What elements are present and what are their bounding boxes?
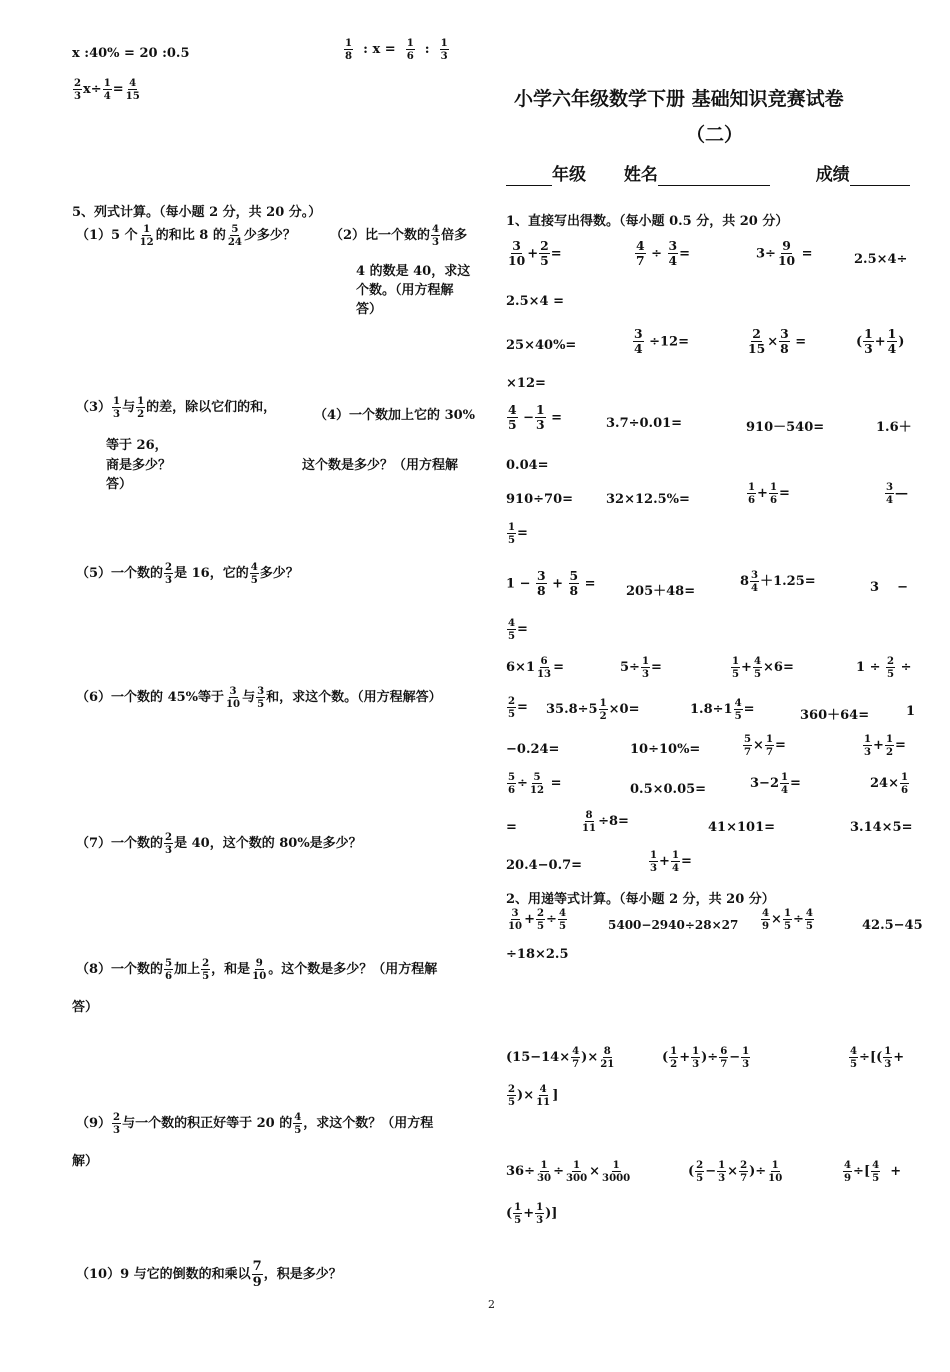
s1-item: $\frac{4}{5}$ =	[508, 617, 528, 643]
name-blank[interactable]	[658, 165, 770, 186]
s1-item: 24× $\frac{1}{6}$	[870, 771, 909, 797]
s1-item: 6×1 $\frac{6}{13}$ =	[506, 655, 564, 681]
s1-item: $\frac{3}{4}$ —	[886, 481, 909, 507]
s1-item: 0.04=	[506, 458, 549, 473]
s1-item: 1 ÷ $\frac{2}{5}$ ÷	[856, 655, 912, 681]
section2-title: 2、用递等式计算。（每小题 2 分，共 20 分）	[506, 892, 775, 907]
s1-item: $\frac{1}{5}$ + $\frac{4}{5}$ ×6=	[732, 655, 794, 681]
section5-title: 5、列式计算。（每小题 2 分，共 20 分。）	[72, 205, 322, 220]
question-8: （8）一个数的 $\frac{5}{6}$ 加上 $\frac{2}{5}$ ，和是 $\frac{9}{10}$ 。这个数是多少？（用方程解	[76, 957, 438, 983]
s1-item: 32×12.5%=	[606, 492, 690, 507]
question-2-line2: 4 的数是 40，求这	[356, 264, 471, 279]
question-1: （1）5 个 $\frac{1}{12}$ 的和比 8 的 $\frac{5}{24}$ 少多少？	[76, 223, 296, 249]
s1-item: 2.5×4 =	[506, 294, 564, 309]
s1-item: 2.5×4÷	[854, 252, 908, 267]
s2-item: $\frac{2}{5}$ )× $\frac{4}{11}$ ]	[508, 1083, 559, 1109]
equation-2: $\frac{1}{8}$ : x = $\frac{1}{6}$ : $\frac{1}{3}$	[345, 37, 448, 63]
s1-item: $\frac{4}{7}$ ÷ $\frac{3}{4}$ =	[636, 238, 691, 269]
s1-item: 25×40%=	[506, 338, 577, 353]
s1-item: $\frac{3}{10}$ + $\frac{2}{5}$ =	[508, 238, 562, 269]
s1-item: 360＋64=	[800, 708, 870, 723]
question-9: （9） $\frac{2}{3}$ 与一个数的积正好等于 20 的 $\frac{4}{5}$ ，求这个数？（用方程	[76, 1111, 434, 1137]
grade-blank[interactable]	[506, 165, 552, 186]
header-fields: 年级 姓名 成绩	[506, 160, 910, 186]
s1-item: 205＋48=	[626, 584, 696, 599]
question-3-line2: 等于 26，	[106, 438, 168, 453]
s2-item: (15−14× $\frac{4}{7}$ )× $\frac{8}{21}$	[506, 1045, 615, 1071]
s1-item: =	[506, 820, 517, 835]
question-8-line2: 答）	[72, 1000, 99, 1015]
question-5: （5）一个数的 $\frac{2}{3}$ 是 16，它的 $\frac{4}{5}$ 多少？	[76, 561, 299, 587]
s1-item: 3.7÷0.01=	[606, 416, 683, 431]
s1-item: 41×101=	[708, 820, 776, 835]
equation-1: x :40% = 20 :0.5	[72, 46, 190, 61]
s2-item: $\frac{3}{10}$ + $\frac{2}{5}$ ÷ $\frac{4}{5}$	[508, 907, 566, 933]
s1-item: 3−2 $\frac{1}{4}$ =	[750, 771, 801, 797]
s1-item: $\frac{1}{5}$ =	[508, 521, 528, 547]
s1-item: 910÷70=	[506, 492, 574, 507]
s2-item: $\frac{4}{9}$ ÷[ $\frac{4}{5}$ +	[844, 1159, 902, 1185]
s1-item: 3÷ $\frac{9}{10}$ =	[756, 238, 813, 269]
s1-item: 1.8÷1 $\frac{4}{5}$ =	[690, 697, 755, 723]
s1-item: $\frac{5}{6}$ ÷ $\frac{5}{12}$ =	[508, 771, 562, 797]
page-subtitle: （二）	[686, 124, 744, 146]
s1-item: $\frac{5}{7}$ × $\frac{1}{7}$ =	[744, 733, 786, 759]
question-7: （7）一个数的 $\frac{2}{3}$ 是 40，这个数的 80%是多少？	[76, 831, 362, 857]
s1-item: 1 − $\frac{3}{8}$ + $\frac{5}{8}$ =	[506, 568, 596, 599]
s1-item: 910－540=	[746, 420, 825, 435]
s1-item: 8 $\frac{3}{4}$ ＋1.25=	[740, 569, 816, 595]
s2-item: $\frac{4}{5}$ ÷[( $\frac{1}{3}$ +	[850, 1045, 905, 1071]
question-2-line4: 答）	[356, 302, 383, 317]
s1-item: 1.6＋	[876, 420, 912, 435]
score-blank[interactable]	[850, 165, 910, 186]
s1-item: $\frac{1}{3}$ + $\frac{1}{4}$ =	[650, 849, 692, 875]
s1-item: 20.4−0.7=	[506, 858, 583, 873]
s1-item: $\frac{2}{5}$ =	[508, 695, 528, 721]
s1-item: $\frac{8}{11}$ ÷8=	[582, 809, 629, 835]
question-4-line2: 这个数是多少？（用方程解	[302, 458, 459, 473]
s1-item: $\frac{1}{3}$ + $\frac{1}{2}$ =	[864, 733, 906, 759]
s1-item: −0.24=	[506, 742, 560, 757]
s1-item: $\frac{3}{4}$ ÷12=	[634, 326, 689, 357]
question-9-line2: 解）	[72, 1154, 99, 1169]
question-4: （4）一个数加上它的 30%	[314, 408, 476, 423]
s2-item: 5400−2940÷28×27	[608, 918, 739, 932]
s2-item: 42.5−45	[862, 918, 923, 933]
s1-item: ( $\frac{1}{3}$ + $\frac{1}{4}$ )	[856, 326, 905, 357]
s1-item: 3.14×5=	[850, 820, 913, 835]
s2-item: 36÷ $\frac{1}{30}$ ÷ $\frac{1}{300}$ × $\frac{1}{3000}$	[506, 1159, 631, 1185]
s2-item: ( $\frac{1}{2}$ + $\frac{1}{3}$ )÷ $\frac{6}{7}$ − $\frac{1}{3}$	[662, 1045, 750, 1071]
s1-item: 3 −	[870, 580, 909, 595]
s1-item: ×12=	[506, 376, 546, 391]
question-10: （10）9 与它的倒数的和乘以 $\frac{7}{9}$ ，积是多少？	[76, 1259, 342, 1290]
s1-item: 0.5×0.05=	[630, 782, 707, 797]
s1-item: 5÷ $\frac{1}{3}$ =	[620, 655, 662, 681]
question-3: （3） $\frac{1}{3}$ 与 $\frac{1}{2}$ 的差，除以它们的和，	[76, 395, 277, 421]
s2-item: ÷18×2.5	[506, 947, 569, 962]
question-3-line3: 商是多少？	[106, 458, 172, 473]
s2-item: ( $\frac{2}{5}$ − $\frac{1}{3}$ × $\frac{2}{7}$ )÷ $\frac{1}{10}$	[688, 1159, 783, 1185]
s1-item: 35.8÷5 $\frac{1}{2}$ ×0=	[546, 697, 640, 723]
question-2-line3: 个数。（用方程解	[356, 283, 454, 298]
s2-item: ( $\frac{1}{5}$ + $\frac{1}{3}$ )]	[506, 1201, 558, 1227]
question-6: （6）一个数的 45%等于 $\frac{3}{10}$ 与 $\frac{3}{5}$ 和，求这个数。（用方程解答）	[76, 685, 442, 711]
equation-3: $\frac{2}{3}$ x÷ $\frac{1}{4}$ = $\frac{4}{15}$	[74, 77, 140, 103]
question-4-line3: 答）	[106, 477, 133, 492]
s2-item: $\frac{4}{9}$ × $\frac{1}{5}$ ÷ $\frac{4}{5}$	[762, 907, 813, 933]
section1-title: 1、直接写出得数。（每小题 0.5 分，共 20 分）	[506, 214, 789, 229]
s1-item: 1	[906, 704, 916, 719]
page-title: 小学六年级数学下册 基础知识竞赛试卷	[514, 88, 844, 110]
s1-item: $\frac{4}{5}$ − $\frac{1}{3}$ =	[508, 402, 563, 433]
s1-item: $\frac{2}{15}$ × $\frac{3}{8}$ =	[748, 326, 807, 357]
page-number: 2	[488, 1298, 495, 1311]
s1-item: 10÷10%=	[630, 742, 701, 757]
question-2: （2）比一个数的 $\frac{4}{3}$ 倍多	[330, 223, 468, 249]
s1-item: $\frac{1}{6}$ + $\frac{1}{6}$ =	[748, 481, 790, 507]
